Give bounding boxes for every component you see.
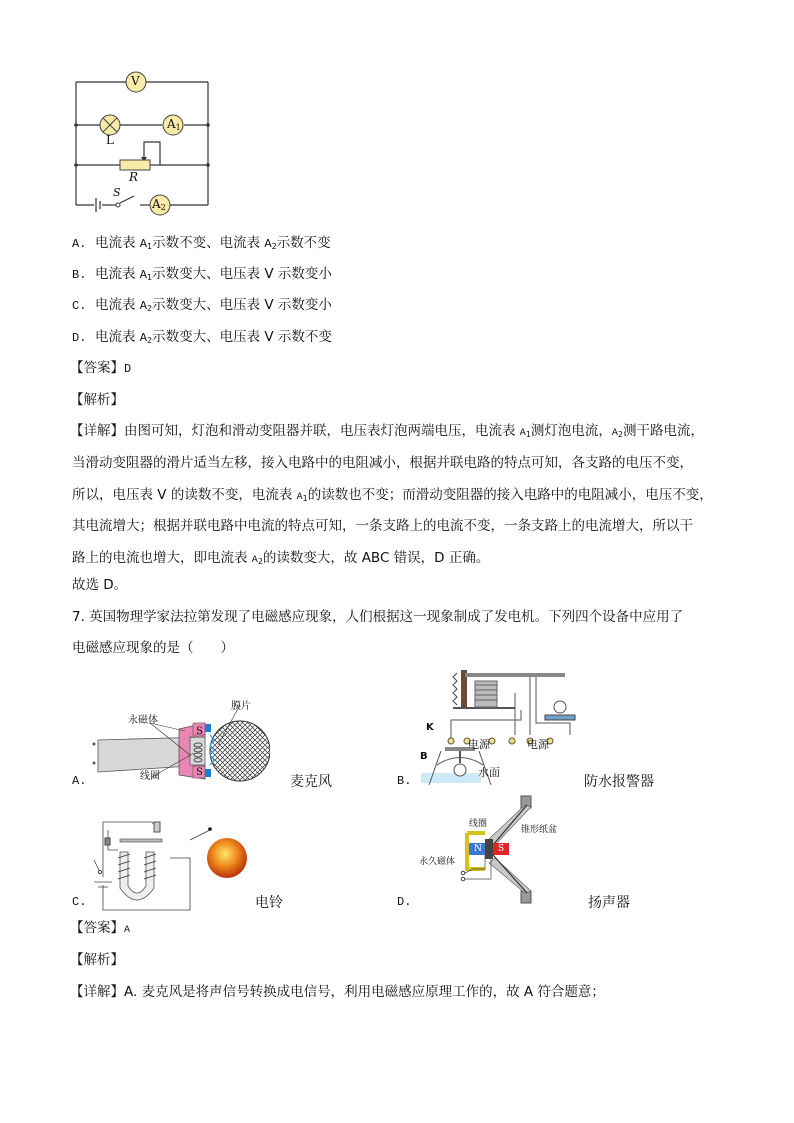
option-d-letter: D. bbox=[397, 895, 412, 909]
lamp-label: L bbox=[106, 133, 114, 147]
ammeter1-label: $A_1$ bbox=[167, 117, 181, 132]
switch-label: S bbox=[113, 186, 121, 199]
q7-detail: 【详解】A. 麦克风是将声信号转换成电信号，利用电磁感应原理工作的，故 A 符合题意； bbox=[70, 984, 605, 1000]
microphone-figure bbox=[90, 665, 270, 785]
alarm-label-power2: 电源 bbox=[527, 738, 549, 751]
speaker-label-n: N bbox=[474, 844, 482, 854]
mic-label-s-bottom: S bbox=[196, 767, 203, 778]
option-b-caption: 防水报警器 bbox=[584, 774, 654, 790]
option-a: A. 电流表 $A_1$示数不变、电流表 $A_2$示数不变 bbox=[72, 235, 331, 251]
mic-label-magnet: 永磁体 bbox=[128, 715, 158, 726]
q6-analysis-label: 【解析】 bbox=[70, 392, 124, 408]
q7-stem-line-2: 电磁感应现象的是（ ） bbox=[72, 640, 234, 656]
mic-label-diaphragm: 膜片 bbox=[231, 701, 251, 712]
resistor-label: R bbox=[129, 170, 139, 184]
q7-analysis-label: 【解析】 bbox=[70, 952, 124, 968]
q6-detail-line-4: 其电流增大；根据并联电路中电流的特点可知，一条支路上的电流不变，一条支路上的电流增大，所以干 bbox=[72, 518, 693, 534]
q6-answer: 【答案】D bbox=[70, 360, 132, 376]
alarm-label-water: 水面 bbox=[478, 766, 500, 779]
q6-conclusion: 故选 D。 bbox=[72, 577, 128, 593]
option-d: D. 电流表 $A_2$示数变大、电压表 V 示数不变 bbox=[72, 329, 332, 345]
ammeter2-label: $A_2$ bbox=[152, 197, 166, 212]
option-c-letter: C. bbox=[72, 895, 87, 909]
option-c: C. 电流表 $A_2$示数变大、电压表 V 示数变小 bbox=[72, 297, 332, 313]
speaker-label-coil: 线圈 bbox=[469, 819, 488, 829]
alarm-label-k: K bbox=[426, 722, 434, 733]
voltmeter-label: V bbox=[131, 74, 140, 88]
option-a-caption: 麦克风 bbox=[290, 774, 332, 790]
circuit-diagram bbox=[62, 62, 222, 217]
q6-detail-line-1: 【详解】由图可知，灯泡和滑动变阻器并联，电压表灯泡两端电压，电流表 $A_1$测灯泡电流，$A_2$测干路电流， bbox=[70, 423, 705, 439]
speaker-label-cone: 锥形纸盆 bbox=[521, 825, 558, 835]
option-b-letter: B. bbox=[397, 774, 412, 788]
speaker-label-magnet: 永久磁体 bbox=[419, 857, 456, 867]
option-b: B. 电流表 $A_1$示数变大、电压表 V 示数变小 bbox=[72, 266, 332, 282]
mic-label-coil: 线圈 bbox=[140, 771, 160, 782]
option-c-caption: 电铃 bbox=[255, 895, 283, 911]
electric-bell-figure bbox=[90, 810, 250, 915]
option-a-letter: A. bbox=[72, 774, 87, 788]
alarm-label-b: B bbox=[420, 751, 428, 762]
q7-stem-line-1: 7. 英国物理学家法拉第发现了电磁感应现象，人们根据这一现象制成了发电机。下列四个设备中应用了 bbox=[72, 609, 684, 625]
option-d-caption: 扬声器 bbox=[588, 895, 630, 911]
speaker-label-s: S bbox=[498, 844, 505, 854]
q6-detail-line-5: 路上的电流也增大，即电流表 $A_2$的读数变大，故 ABC 错误，D 正确。 bbox=[72, 550, 490, 566]
mic-label-s-top: S bbox=[196, 726, 203, 737]
q6-detail-line-3: 所以，电压表 V 的读数不变，电流表 $A_1$的读数也不变；而滑动变阻器的接入电路中的电阻减小，电压不变， bbox=[72, 487, 713, 503]
q7-answer: 【答案】A bbox=[70, 920, 131, 936]
q6-detail-line-2: 当滑动变阻器的滑片适当左移，接入电路中的电阻减小，根据并联电路的特点可知，各支路的电压不变， bbox=[72, 455, 693, 471]
alarm-label-power1: 电源 bbox=[468, 738, 490, 751]
